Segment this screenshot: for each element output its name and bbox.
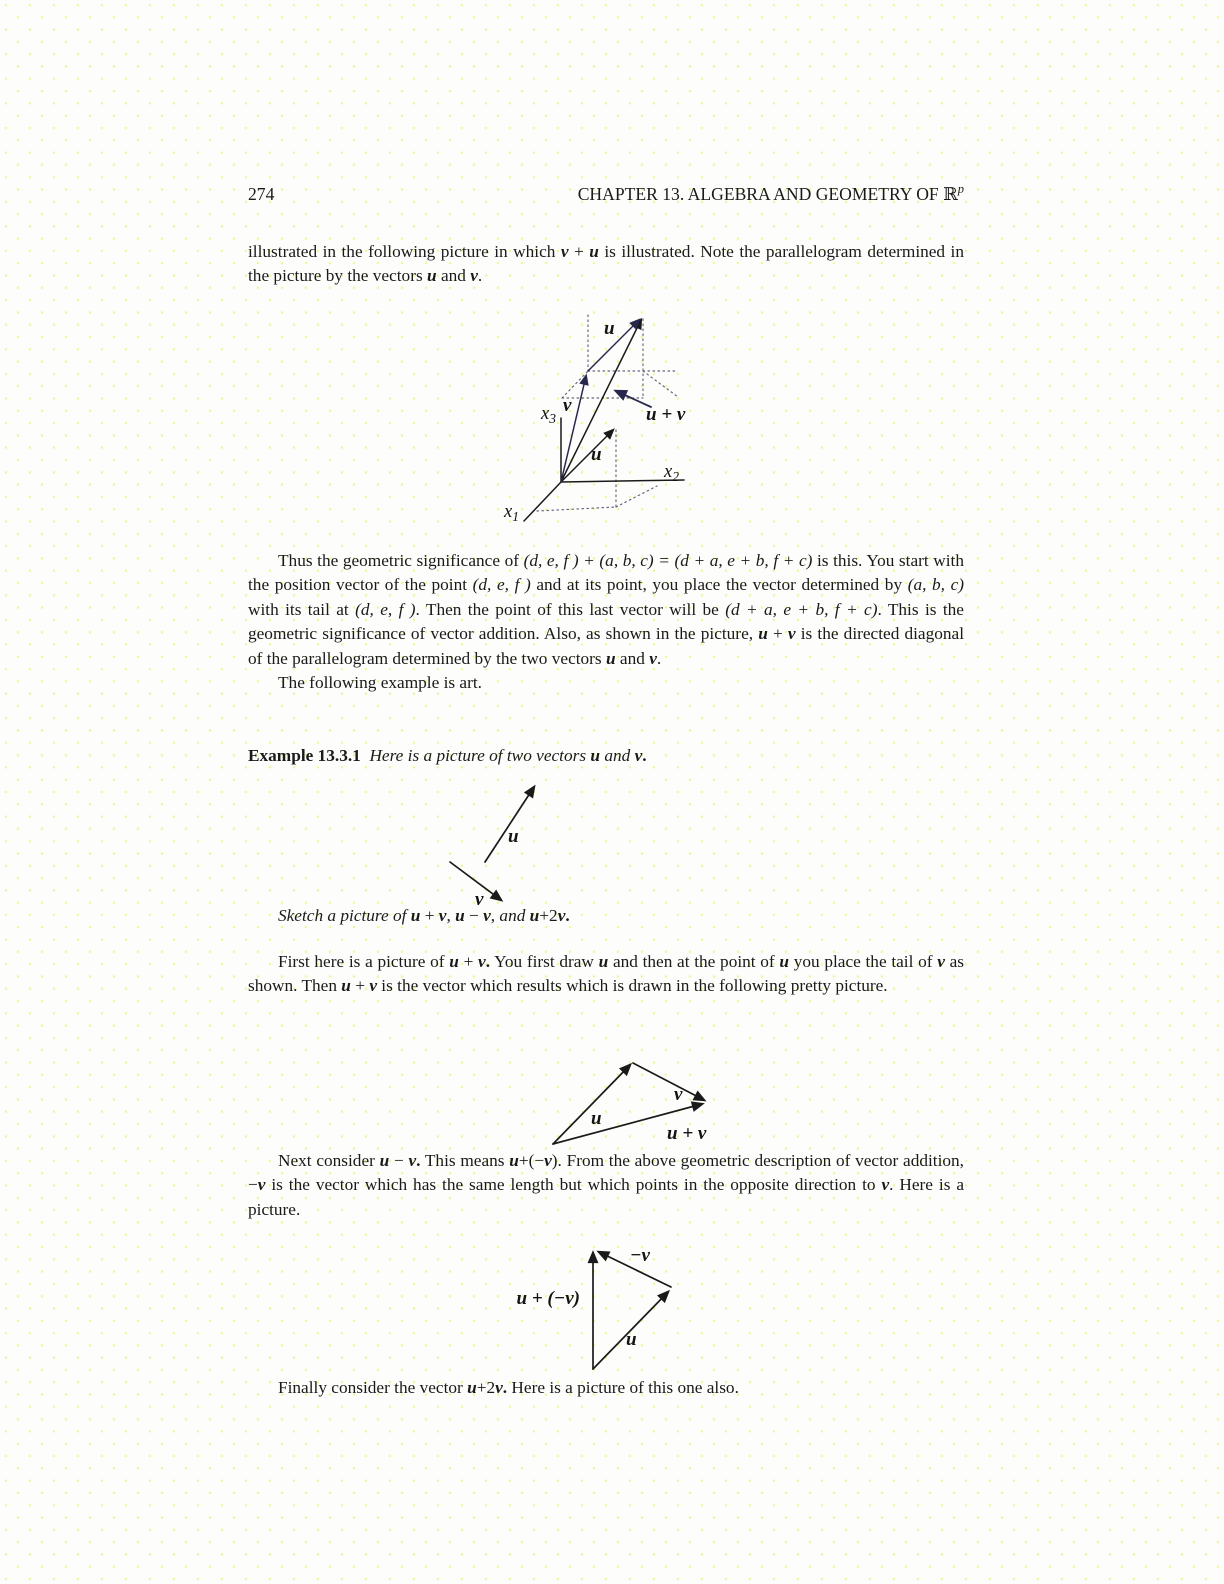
example-number: Example 13.3.1 <box>248 746 361 765</box>
label-x1-axis: $x_1$ <box>504 502 519 524</box>
vector-u <box>485 787 534 862</box>
dotted-guide-line <box>537 507 616 511</box>
label-u-top: u <box>604 318 615 339</box>
label-neg-v: −v <box>630 1245 650 1266</box>
figure-u-plus-v <box>540 1048 720 1150</box>
figure-u-minus-v <box>470 1235 685 1377</box>
paragraph-art: The following example is art. <box>278 673 482 693</box>
paragraph-finally: Finally consider the vector u+2v. Here is a picture of this one also. <box>278 1378 739 1397</box>
vector-u-lower <box>561 430 613 482</box>
running-head <box>248 184 964 204</box>
chapter-title: CHAPTER 13. ALGEBRA AND GEOMETRY OF ℝ$^p$ <box>577 182 964 204</box>
label-u: u <box>591 1108 602 1129</box>
label-x3-axis: $x_3$ <box>541 404 556 426</box>
chapter-title-superscript: p <box>957 182 964 197</box>
label-x2-axis: $x_2$ <box>664 462 679 484</box>
dotted-guide-line <box>616 486 657 507</box>
paragraph-significance-block <box>248 549 964 695</box>
figure-two-vectors <box>435 775 620 915</box>
label-u: u <box>626 1329 637 1350</box>
paragraph-significance: Thus the geometric significance of (d, e, f ) + (a, b, c) = (d + a, e + b, f + c) is this. You start with the position vector of the point (d, e, f ) and at its point, you place the vector determined by (a, b, c) with its tail at (d, e, f ). Then the point of this last vector will be (d + a, e + b, f + c). This is the geometric significance of vector addition. Also, as shown in the picture, u + v is the directed diagonal of the parallelogram determined by the two vectors u and v. <box>248 551 965 668</box>
label-u-plus-v: u + v <box>646 404 686 425</box>
label-v: v <box>563 395 572 416</box>
example-text: Here is a picture of two vectors u and v. <box>369 746 647 765</box>
label-u: u <box>508 826 519 847</box>
label-u-plus-v: u + v <box>667 1123 707 1144</box>
paragraph-first-picture: First here is a picture of u + v. You first draw u and then at the point of u you place the tail of v as shown. Then u + v is the vector which results which is drawn in the following pretty picture. <box>248 952 964 996</box>
sketch-instruction: Sketch a picture of u + v, u − v, and u+2v. <box>278 906 570 925</box>
dotted-guide-line <box>643 371 678 397</box>
label-v: v <box>475 889 484 910</box>
x1-axis <box>524 482 561 521</box>
label-u-lower: u <box>591 444 602 465</box>
paragraph-next-consider: Next consider u − v. This means u+(−v). From the above geometric description of vector addition, −v is the vector which has the same length but which points in the opposite direction to v. Here is a picture. <box>248 1151 965 1219</box>
label-v: v <box>674 1084 683 1105</box>
vector-v <box>561 376 586 482</box>
vector-v <box>633 1063 704 1100</box>
vector-u <box>553 1065 630 1144</box>
example-heading <box>248 744 964 768</box>
label-u-plus-neg-v: u + (−v) <box>516 1288 580 1309</box>
page-number: 274 <box>248 184 275 204</box>
paragraph-intro: illustrated in the following picture in which v + u is illustrated. Note the parallelogram determined in the picture by the vectors u and v. <box>248 242 964 286</box>
figure-3d-vector-addition <box>480 303 710 543</box>
